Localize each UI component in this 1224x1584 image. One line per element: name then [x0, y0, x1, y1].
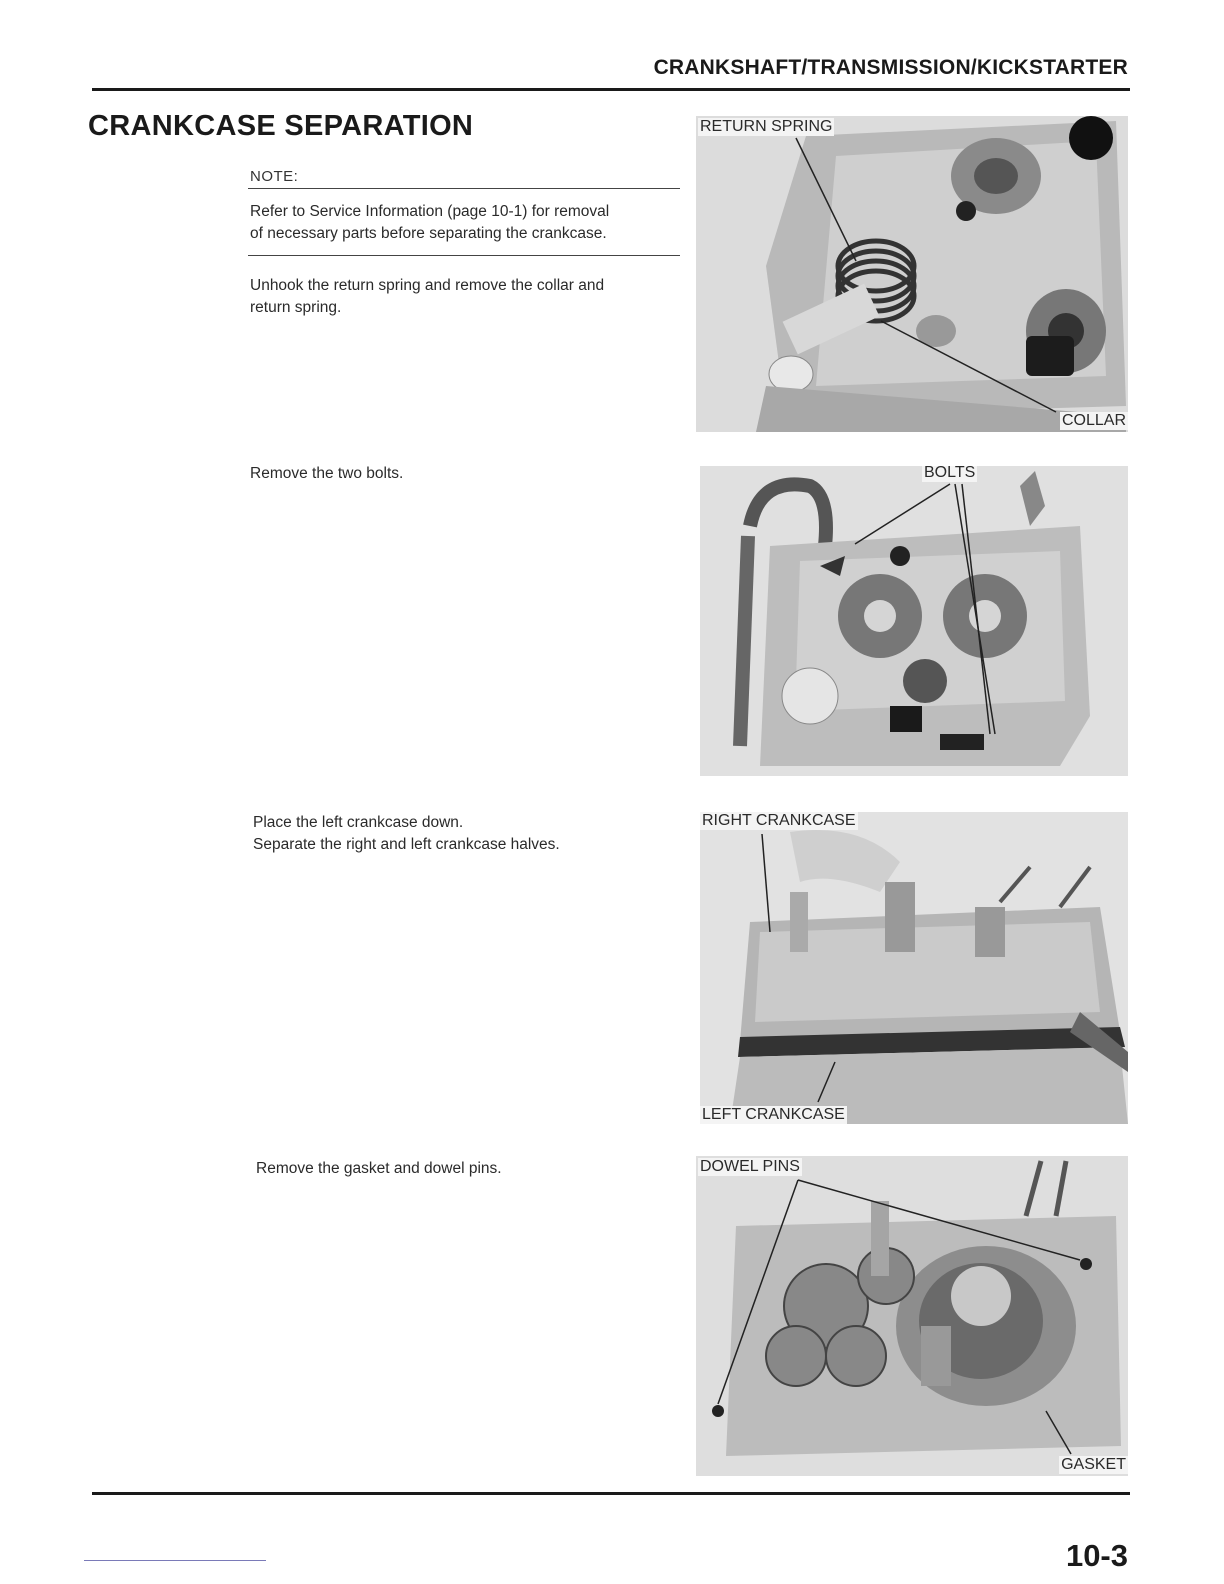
chapter-header: CRANKSHAFT/TRANSMISSION/KICKSTARTER: [653, 56, 1128, 79]
right-crankcase-label: RIGHT CRANKCASE: [702, 812, 856, 829]
return-spring-label: RETURN SPRING: [700, 118, 833, 135]
note-bottom-rule: [248, 255, 680, 256]
section-title: CRANKCASE SEPARATION: [88, 110, 474, 142]
step-text-3: [253, 812, 693, 856]
dowel-pins-illustration: [696, 1156, 1128, 1476]
step-text-1: [250, 275, 690, 319]
step-line: Remove the gasket and dowel pins.: [256, 1160, 502, 1177]
step-line: Separate the right and left crankcase halves.: [253, 836, 560, 853]
note-line: of necessary parts before separating the crankcase.: [250, 225, 607, 242]
return-spring-photo: [696, 116, 1128, 432]
dowel-pins-photo: [696, 1156, 1128, 1476]
step-line: Unhook the return spring and remove the collar and: [250, 277, 605, 294]
step-line: Remove the two bolts.: [250, 465, 404, 482]
note-top-rule: [248, 188, 680, 189]
collar-label: COLLAR: [1061, 412, 1126, 429]
page-number: 10-3: [1065, 1538, 1128, 1573]
note-label: NOTE:: [250, 168, 299, 185]
crankcase-halves-photo: [700, 812, 1128, 1124]
bolts-illustration: [700, 466, 1128, 776]
underline-artifact: [84, 1560, 266, 1561]
step-line: return spring.: [250, 299, 342, 316]
footer-rule: [92, 1492, 1130, 1495]
return-spring-illustration: [696, 116, 1128, 432]
note-text: [250, 201, 690, 245]
bolts-photo: [700, 466, 1128, 776]
header-rule: [92, 88, 1130, 91]
dowel-pins-label: DOWEL PINS: [700, 1158, 800, 1175]
note-line: Refer to Service Information (page 10-1) for removal: [250, 203, 610, 220]
gasket-label: GASKET: [1061, 1456, 1126, 1473]
bolts-label: BOLTS: [924, 466, 976, 481]
step-line: Place the left crankcase down.: [253, 814, 464, 831]
step-text-2: [250, 463, 690, 485]
step-text-4: [256, 1158, 696, 1180]
crankcase-halves-illustration: [700, 812, 1128, 1124]
left-crankcase-label: LEFT CRANKCASE: [702, 1106, 845, 1123]
